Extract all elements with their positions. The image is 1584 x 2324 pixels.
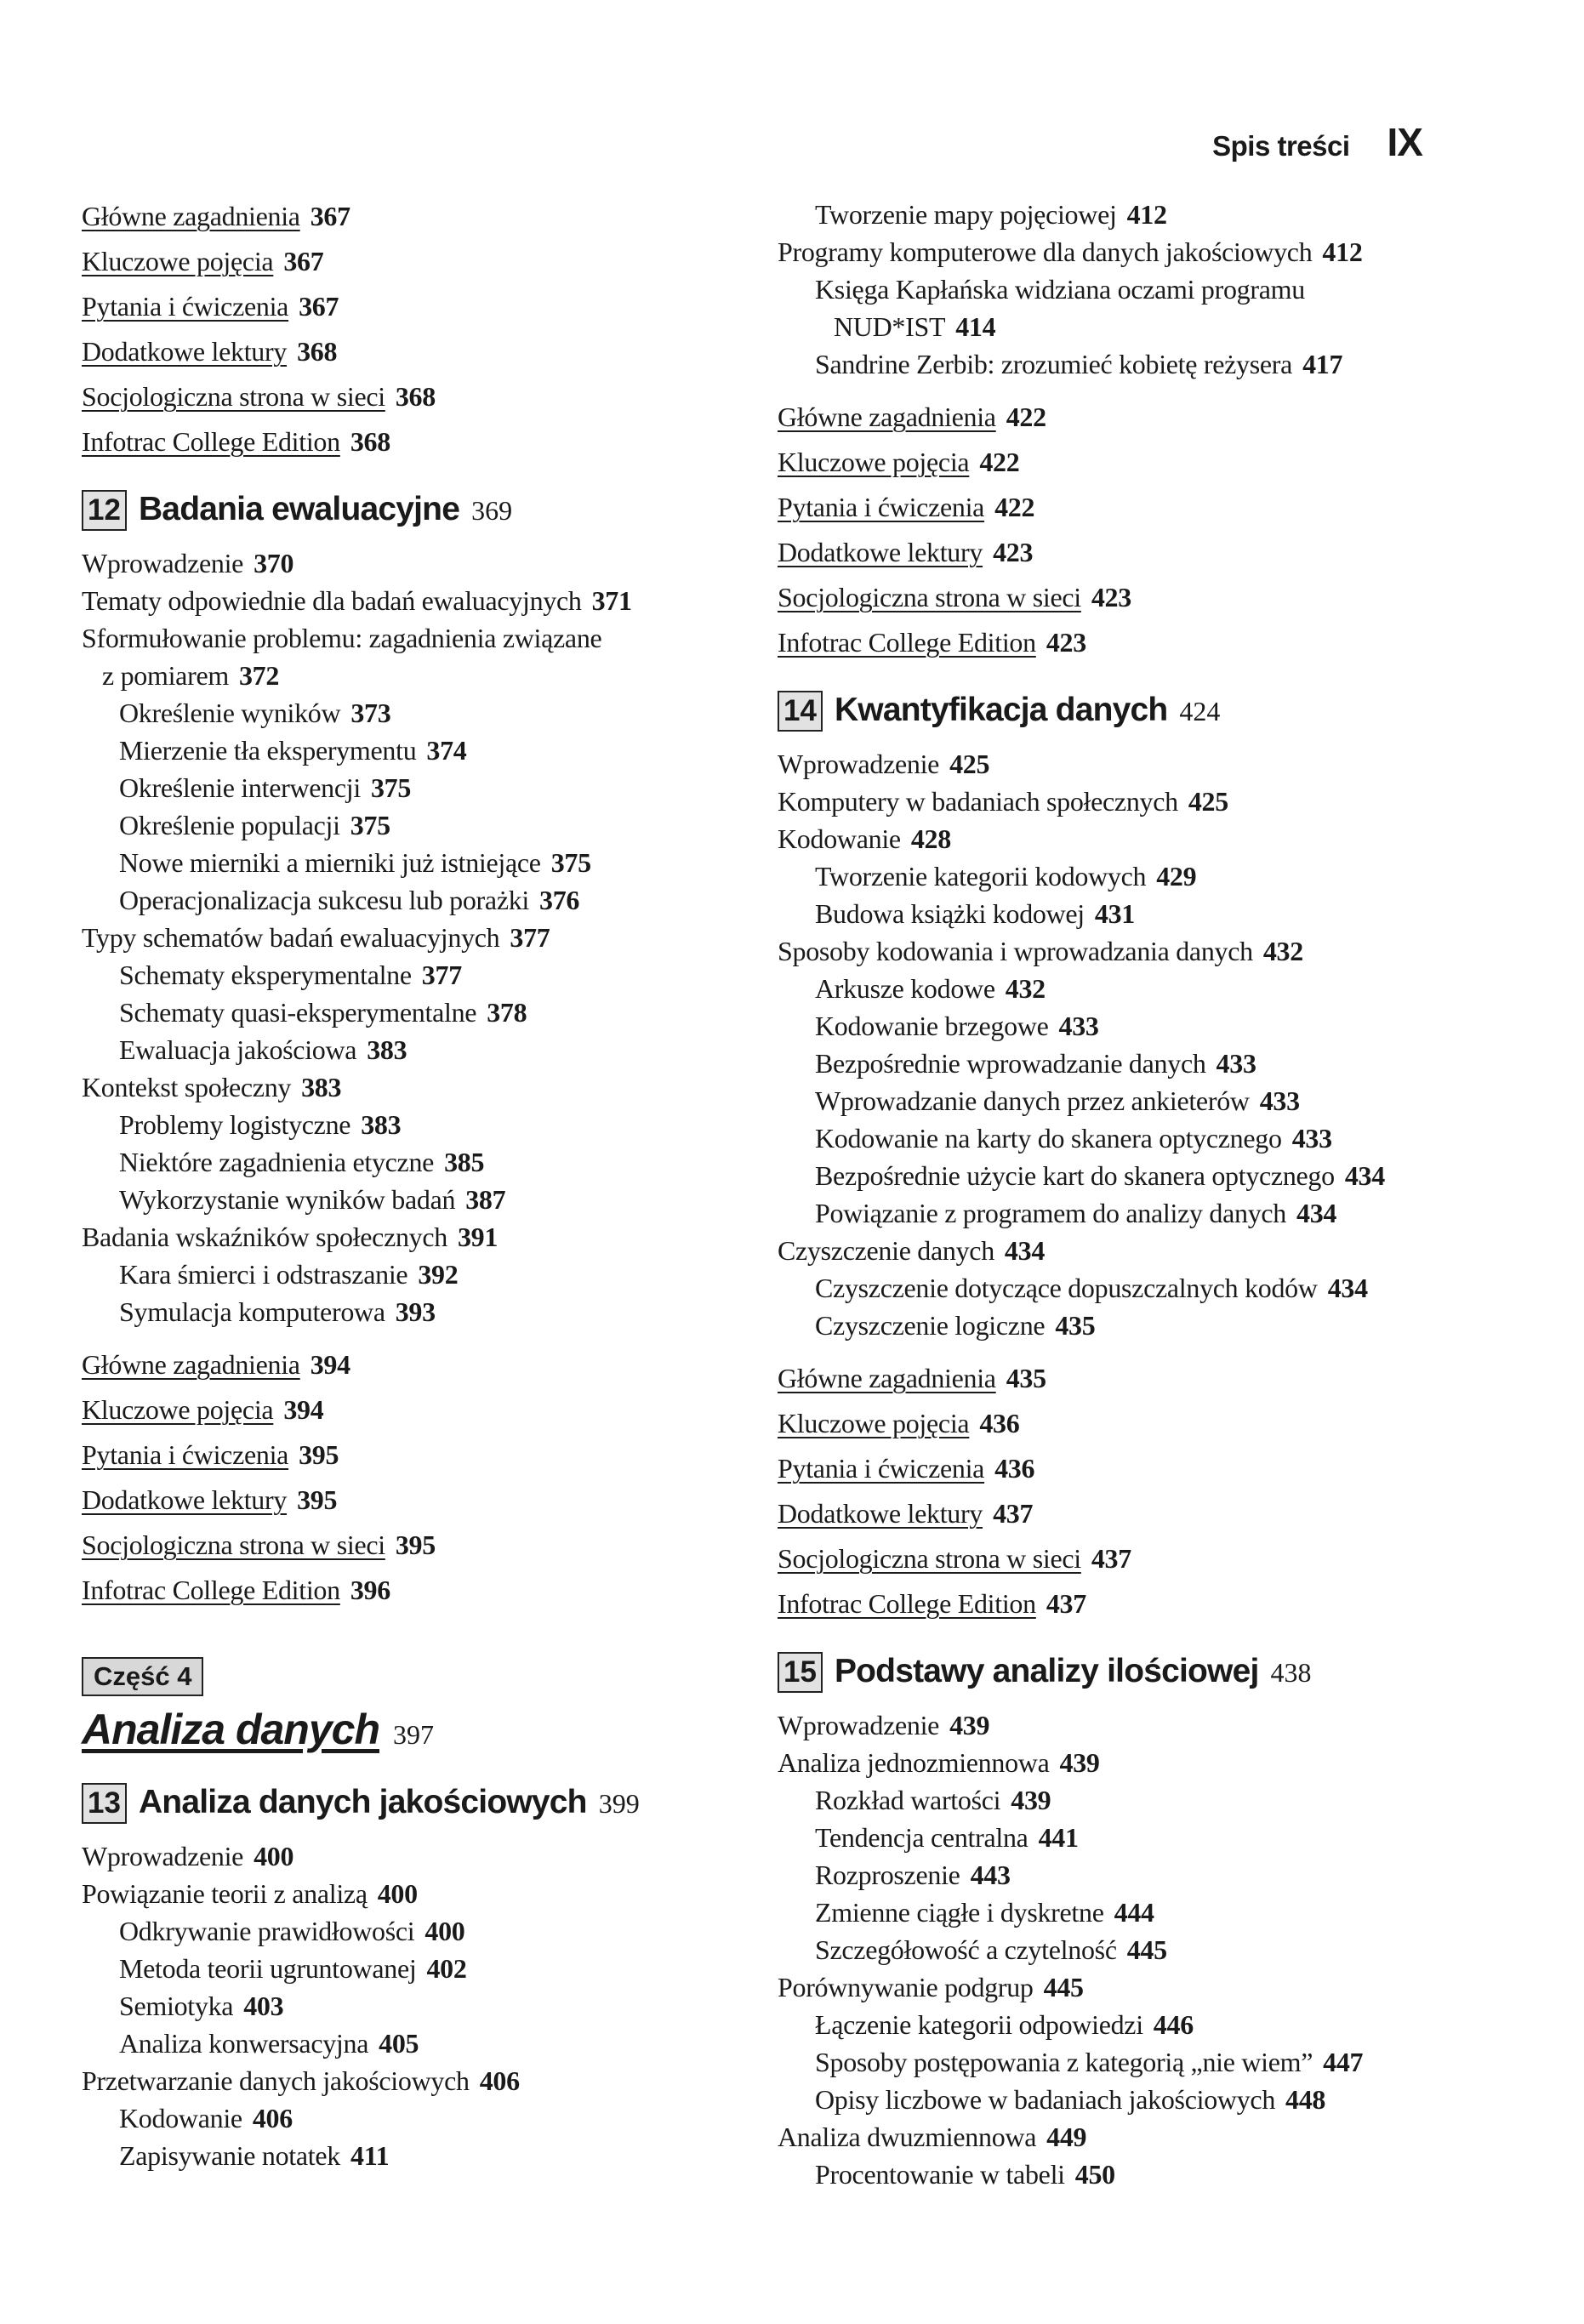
toc-entry-page: 406 <box>252 2103 293 2133</box>
toc-entry[interactable] <box>82 1068 779 1106</box>
toc-entry-page: 445 <box>1126 1934 1167 1965</box>
end-link-label: Dodatkowe lektury <box>82 336 288 367</box>
toc-entry-text: Symulacja komputerowa <box>119 1296 385 1327</box>
toc-entry-page: 445 <box>1043 1972 1084 2002</box>
toc-entry[interactable] <box>82 544 779 582</box>
toc-entry-page: 441 <box>1038 1822 1079 1853</box>
toc-entry-text: Wprowadzanie danych przez ankieterów <box>815 1085 1250 1116</box>
toc-entry[interactable] <box>778 233 1475 271</box>
toc-entry[interactable] <box>82 806 779 844</box>
end-of-chapter-link[interactable] <box>82 194 779 239</box>
toc-entry-text: Czyszczenie logiczne <box>815 1310 1046 1341</box>
toc-entry[interactable] <box>82 1912 779 1950</box>
toc-entry-page: 439 <box>949 1710 990 1740</box>
toc-entry-text: Wprowadzenie <box>82 1841 244 1871</box>
running-head-title: Spis treści <box>1212 130 1350 162</box>
toc-entry[interactable] <box>82 1256 779 1293</box>
toc-entry-page: 432 <box>1262 936 1303 966</box>
toc-entry[interactable] <box>82 1875 779 1912</box>
toc-entry-page: 425 <box>949 749 990 779</box>
toc-entry-page: 385 <box>444 1147 485 1177</box>
part-4-heading[interactable] <box>82 1705 779 1754</box>
end-of-chapter-link[interactable] <box>82 419 779 464</box>
chapter-14-end-links <box>778 1356 1475 1626</box>
toc-entry-text: Operacjonalizacja sukcesu lub porażki <box>119 885 530 915</box>
toc-entry[interactable] <box>82 619 779 657</box>
toc-entry[interactable] <box>82 657 779 694</box>
toc-entry[interactable] <box>778 1819 1475 1856</box>
toc-entry-page: 433 <box>1259 1085 1300 1116</box>
end-link-label: Infotrac College Edition <box>82 426 340 457</box>
toc-entry-page: 429 <box>1156 861 1197 891</box>
chapter-title: Kwantyfikacja danych <box>834 692 1168 728</box>
toc-entry-page: 378 <box>487 997 527 1028</box>
toc-entry[interactable] <box>778 1269 1475 1307</box>
toc-entry-text: Tworzenie kategorii kodowych <box>815 861 1147 891</box>
toc-entry-text: Czyszczenie danych <box>778 1235 994 1266</box>
toc-entry[interactable] <box>82 1950 779 1987</box>
toc-entry-text: Opisy liczbowe w badaniach jakościowych <box>815 2084 1276 2115</box>
toc-entry[interactable] <box>82 1218 779 1256</box>
toc-entry[interactable] <box>778 1119 1475 1157</box>
end-link-label: Dodatkowe lektury <box>778 1498 983 1529</box>
end-link-label: Główne zagadnienia <box>778 1363 996 1393</box>
toc-entry-page: 406 <box>479 2065 520 2096</box>
end-link-page: 437 <box>1091 1543 1131 1574</box>
toc-entry-page: 393 <box>395 1296 436 1327</box>
toc-entry-text: Bezpośrednie użycie kart do skanera optycznego <box>815 1160 1335 1191</box>
toc-entry-page: 432 <box>1005 973 1046 1004</box>
toc-entry-page: 405 <box>379 2028 419 2059</box>
toc-entry-text: Analiza jednozmiennowa <box>778 1747 1050 1778</box>
toc-entry[interactable] <box>778 1232 1475 1269</box>
chapter-12-end-links <box>82 1342 779 1613</box>
end-link-page: 437 <box>1046 1588 1086 1619</box>
toc-entry-text: Tematy odpowiednie dla badań ewaluacyjnych <box>82 585 582 616</box>
toc-entry-page: 444 <box>1114 1897 1154 1928</box>
end-link-label: Kluczowe pojęcia <box>778 447 970 477</box>
toc-entry-text: Łączenie kategorii odpowiedzi <box>815 2009 1143 2040</box>
toc-entry-text: Nowe mierniki a mierniki już istniejące <box>119 847 541 878</box>
toc-entry-text: Czyszczenie dotyczące dopuszczalnych kodów <box>815 1273 1318 1303</box>
toc-left-column <box>82 194 779 2174</box>
toc-entry[interactable] <box>778 1045 1475 1082</box>
toc-entry[interactable] <box>778 1007 1475 1045</box>
toc-entry[interactable] <box>778 1706 1475 1744</box>
toc-entry-page: 371 <box>591 585 632 616</box>
toc-entry[interactable] <box>778 2081 1475 2118</box>
toc-entry-page: 375 <box>350 810 390 840</box>
toc-entry-page: 383 <box>367 1034 407 1065</box>
running-head <box>1212 119 1422 165</box>
toc-entry-text: Sandrine Zerbib: zrozumieć kobietę reżysera <box>815 349 1293 379</box>
chapter-13-end-links <box>778 395 1475 665</box>
toc-entry[interactable] <box>778 1931 1475 1968</box>
end-link-page: 368 <box>297 336 338 367</box>
toc-entry-page: 377 <box>421 960 462 990</box>
toc-entry-page: 375 <box>370 772 412 803</box>
toc-entry[interactable] <box>778 1307 1475 1344</box>
toc-entry-text: Określenie interwencji <box>119 772 361 803</box>
toc-entry[interactable] <box>778 2156 1475 2193</box>
end-link-page: 423 <box>993 537 1034 567</box>
toc-entry[interactable] <box>778 783 1475 820</box>
toc-entry[interactable] <box>778 1856 1475 1894</box>
end-link-label: Kluczowe pojęcia <box>82 1394 274 1425</box>
toc-entry-page: 434 <box>1296 1198 1337 1228</box>
end-link-page: 437 <box>993 1498 1034 1529</box>
end-link-page: 367 <box>310 201 350 231</box>
end-of-chapter-link[interactable] <box>82 239 779 284</box>
toc-entry-text: Rozproszenie <box>815 1860 960 1890</box>
end-of-chapter-link[interactable] <box>82 1387 779 1433</box>
toc-entry[interactable] <box>82 844 779 881</box>
toc-entry[interactable] <box>82 2025 779 2062</box>
toc-entry-text: Budowa książki kodowej <box>815 898 1085 929</box>
toc-entry-text: Zmienne ciągłe i dyskretne <box>815 1897 1104 1928</box>
toc-entry[interactable] <box>778 1744 1475 1781</box>
toc-entry-text: Kodowanie <box>778 823 901 854</box>
toc-entry[interactable] <box>778 820 1475 857</box>
toc-entry[interactable] <box>778 345 1475 383</box>
toc-entry-page: 434 <box>1344 1160 1385 1191</box>
toc-entry-page: 402 <box>426 1953 467 1984</box>
toc-entry-page: 400 <box>424 1916 465 1946</box>
end-link-page: 394 <box>283 1394 324 1425</box>
toc-entry[interactable] <box>82 1031 779 1068</box>
toc-entry-text: NUD*IST <box>834 311 946 342</box>
toc-entry[interactable] <box>82 994 779 1031</box>
toc-entry-text: Wykorzystanie wyników badań <box>119 1184 456 1215</box>
toc-entry-text: Schematy eksperymentalne <box>119 960 412 990</box>
toc-entry[interactable] <box>778 1157 1475 1194</box>
toc-entry-page: 376 <box>539 885 580 915</box>
end-of-chapter-link[interactable] <box>778 395 1475 440</box>
end-link-page: 422 <box>979 447 1020 477</box>
end-of-chapter-link[interactable] <box>778 440 1475 485</box>
toc-entry-page: 439 <box>1059 1747 1100 1778</box>
toc-entry[interactable] <box>82 732 779 769</box>
toc-entry-page: 374 <box>426 735 467 766</box>
end-link-page: 368 <box>350 426 390 457</box>
chapter-title: Analiza danych jakościowych <box>138 1784 587 1820</box>
end-link-label: Infotrac College Edition <box>778 1588 1036 1619</box>
toc-entry-page: 434 <box>1004 1235 1046 1266</box>
toc-entry-page: 443 <box>970 1860 1011 1890</box>
toc-entry[interactable] <box>778 2118 1475 2156</box>
toc-entry-page: 400 <box>254 1841 294 1871</box>
toc-entry-text: Badania wskaźników społecznych <box>82 1222 447 1252</box>
toc-entry-page: 373 <box>350 698 391 728</box>
toc-entry[interactable] <box>82 1837 779 1875</box>
chapter-page: 424 <box>1179 696 1221 726</box>
toc-entry-text: Przetwarzanie danych jakościowych <box>82 2065 470 2096</box>
toc-entry-page: 403 <box>243 1991 284 2021</box>
toc-entry-page: 411 <box>350 2140 390 2171</box>
chapter-number-box: 14 <box>778 691 823 732</box>
end-link-page: 436 <box>979 1408 1020 1438</box>
part-label-box <box>82 1657 203 1696</box>
toc-entry-text: Problemy logistyczne <box>119 1109 351 1140</box>
end-of-chapter-link[interactable] <box>82 1342 779 1387</box>
toc-entry[interactable] <box>82 2062 779 2099</box>
toc-entry-text: Sposoby kodowania i wprowadzania danych <box>778 936 1253 966</box>
end-link-label: Dodatkowe lektury <box>82 1484 288 1515</box>
end-of-chapter-link[interactable] <box>778 485 1475 530</box>
toc-entry[interactable] <box>82 881 779 919</box>
toc-entry-text: Określenie populacji <box>119 810 340 840</box>
end-link-label: Socjologiczna strona w sieci <box>778 582 1081 612</box>
toc-entry-page: 433 <box>1216 1048 1256 1079</box>
toc-entry[interactable] <box>778 2006 1475 2043</box>
toc-entry-text: Typy schematów badań ewaluacyjnych <box>82 922 500 953</box>
toc-entry-text: Schematy quasi-eksperymentalne <box>119 997 477 1028</box>
toc-entry-text: Zapisywanie notatek <box>119 2140 340 2171</box>
toc-entry-page: 428 <box>910 823 951 854</box>
toc-entry-text: Mierzenie tła eksperymentu <box>119 735 417 766</box>
toc-entry-text: Kodowanie brzegowe <box>815 1011 1049 1041</box>
toc-entry[interactable] <box>778 857 1475 895</box>
end-link-page: 435 <box>1006 1363 1046 1393</box>
end-link-label: Pytania i ćwiczenia <box>778 1453 985 1484</box>
toc-entry[interactable] <box>778 196 1475 233</box>
toc-entry-text: Sformułowanie problemu: zagadnienia związane <box>82 623 602 653</box>
toc-entry-page: 439 <box>1011 1785 1051 1815</box>
toc-entry[interactable] <box>778 1781 1475 1819</box>
toc-entry-page: 372 <box>238 660 280 691</box>
toc-entry-text: Bezpośrednie wprowadzanie danych <box>815 1048 1206 1079</box>
chapter-13-entries <box>82 1837 779 2174</box>
chapter-15-entries <box>778 1706 1475 2193</box>
toc-right-column <box>778 196 1475 2193</box>
end-link-label: Pytania i ćwiczenia <box>82 291 289 322</box>
toc-entry-text: Semiotyka <box>119 1991 234 2021</box>
chapter-12-heading[interactable] <box>82 490 779 531</box>
chapter-13-continued-entries <box>778 196 1475 383</box>
chapter-15-heading[interactable] <box>778 1652 1475 1693</box>
toc-entry[interactable] <box>82 2137 779 2174</box>
end-link-page: 423 <box>1091 582 1131 612</box>
toc-entry[interactable] <box>778 895 1475 932</box>
toc-entry-text: Tworzenie mapy pojęciowej <box>815 199 1117 230</box>
toc-entry[interactable] <box>82 1181 779 1218</box>
toc-entry[interactable] <box>82 1143 779 1181</box>
end-link-label: Socjologiczna strona w sieci <box>82 1529 385 1560</box>
end-of-chapter-link[interactable] <box>778 1491 1475 1536</box>
toc-entry-text: Rozkład wartości <box>815 1785 1001 1815</box>
toc-entry[interactable] <box>82 919 779 956</box>
toc-entry[interactable] <box>778 932 1475 970</box>
end-of-chapter-link[interactable] <box>82 1478 779 1523</box>
toc-entry-text: Ewaluacja jakościowa <box>119 1034 357 1065</box>
toc-entry-page: 450 <box>1074 2159 1115 2190</box>
toc-entry-page: 433 <box>1058 1011 1099 1041</box>
toc-entry[interactable] <box>82 1293 779 1330</box>
toc-entry-text: Powiązanie z programem do analizy danych <box>815 1198 1287 1228</box>
toc-entry-page: 414 <box>955 311 996 342</box>
toc-entry[interactable] <box>778 745 1475 783</box>
chapter-13-heading[interactable] <box>82 1783 779 1824</box>
chapter-page: 399 <box>598 1788 640 1819</box>
page-number: IX <box>1387 120 1422 164</box>
toc-entry-page: 446 <box>1153 2009 1194 2040</box>
end-of-chapter-link[interactable] <box>778 530 1475 575</box>
toc-entry[interactable] <box>82 2099 779 2137</box>
toc-entry-text: Wprowadzenie <box>778 1710 940 1740</box>
toc-entry-page: 377 <box>510 922 550 953</box>
toc-entry-page: 434 <box>1327 1273 1368 1303</box>
chapter-title: Podstawy analizy ilościowej <box>834 1653 1259 1689</box>
toc-entry-text: Szczegółowość a czytelność <box>815 1934 1117 1965</box>
toc-entry-text: Analiza dwuzmiennowa <box>778 2122 1037 2152</box>
toc-entry-text: Kodowanie na karty do skanera optycznego <box>815 1123 1282 1153</box>
end-link-label: Socjologiczna strona w sieci <box>778 1543 1081 1574</box>
end-of-chapter-link[interactable] <box>82 284 779 329</box>
toc-entry-page: 392 <box>418 1259 459 1290</box>
toc-entry[interactable] <box>778 1194 1475 1232</box>
end-link-label: Główne zagadnienia <box>82 201 300 231</box>
end-link-page: 436 <box>994 1453 1035 1484</box>
part-title: Analiza danych <box>82 1706 379 1753</box>
toc-entry-text: Kara śmierci i odstraszanie <box>119 1259 408 1290</box>
toc-entry-text: Wprowadzenie <box>82 548 244 578</box>
chapter-page: 438 <box>1270 1657 1312 1688</box>
toc-entry-page: 383 <box>301 1072 342 1102</box>
end-link-label: Socjologiczna strona w sieci <box>82 381 385 412</box>
toc-entry[interactable] <box>778 1968 1475 2006</box>
toc-entry[interactable] <box>778 2043 1475 2081</box>
end-link-page: 367 <box>299 291 339 322</box>
end-of-chapter-link[interactable] <box>778 575 1475 620</box>
toc-entry-page: 400 <box>377 1878 418 1909</box>
toc-entry-text: Określenie wyników <box>119 698 341 728</box>
chapter-number-box: 13 <box>82 1783 127 1824</box>
toc-entry-page: 412 <box>1126 199 1167 230</box>
toc-entry-page: 391 <box>457 1222 499 1252</box>
chapter-number-box: 15 <box>778 1652 823 1693</box>
toc-entry-text: Tendencja centralna <box>815 1822 1028 1853</box>
toc-entry[interactable] <box>82 582 779 619</box>
end-of-chapter-link[interactable] <box>778 1401 1475 1446</box>
toc-entry-text: Arkusze kodowe <box>815 973 995 1004</box>
toc-entry[interactable] <box>82 769 779 806</box>
end-of-chapter-link[interactable] <box>778 1581 1475 1626</box>
toc-entry[interactable] <box>82 956 779 994</box>
end-link-label: Dodatkowe lektury <box>778 537 983 567</box>
toc-entry-page: 435 <box>1055 1310 1096 1341</box>
end-link-label: Pytania i ćwiczenia <box>82 1439 289 1470</box>
end-link-page: 368 <box>395 381 436 412</box>
chapter-12-entries <box>82 544 779 1330</box>
toc-entry-page: 417 <box>1302 349 1343 379</box>
toc-entry-text: Niektóre zagadnienia etyczne <box>119 1147 435 1177</box>
end-of-chapter-link[interactable] <box>82 1568 779 1613</box>
end-link-page: 394 <box>310 1349 350 1380</box>
toc-entry[interactable] <box>778 970 1475 1007</box>
toc-entry-text: Programy komputerowe dla danych jakościowych <box>778 236 1313 267</box>
chapter-14-heading[interactable] <box>778 691 1475 732</box>
toc-entry-text: Księga Kapłańska widziana oczami programu <box>815 274 1305 305</box>
end-link-label: Pytania i ćwiczenia <box>778 492 985 522</box>
toc-entry[interactable] <box>778 1894 1475 1931</box>
toc-entry-text: Powiązanie teorii z analizą <box>82 1878 368 1909</box>
toc-entry-text: Kontekst społeczny <box>82 1072 292 1102</box>
end-link-label: Kluczowe pojęcia <box>82 246 274 276</box>
toc-entry-text: Analiza konwersacyjna <box>119 2028 369 2059</box>
end-of-chapter-link[interactable] <box>778 620 1475 665</box>
toc-entry-page: 433 <box>1291 1123 1332 1153</box>
chapter-title: Badania ewaluacyjne <box>138 491 460 527</box>
toc-entry[interactable] <box>778 1082 1475 1119</box>
end-of-chapter-link[interactable] <box>82 1523 779 1568</box>
toc-entry-page: 431 <box>1094 898 1136 929</box>
chapter11-end-links <box>82 194 779 464</box>
toc-entry[interactable] <box>82 1987 779 2025</box>
end-of-chapter-link[interactable] <box>82 374 779 419</box>
chapter-14-entries <box>778 745 1475 1344</box>
toc-entry-page: 448 <box>1285 2084 1326 2115</box>
toc-entry-page: 375 <box>550 847 591 878</box>
toc-entry-text: Procentowanie w tabeli <box>815 2159 1065 2190</box>
toc-entry-text: Kodowanie <box>119 2103 242 2133</box>
toc-entry-page: 425 <box>1188 786 1228 817</box>
end-link-page: 422 <box>1006 402 1046 432</box>
toc-entry-page: 449 <box>1046 2122 1087 2152</box>
toc-entry-page: 387 <box>465 1184 506 1215</box>
toc-entry-text: Odkrywanie prawidłowości <box>119 1916 415 1946</box>
toc-entry-page: 447 <box>1323 2047 1364 2077</box>
toc-entry-text: z pomiarem <box>102 660 229 691</box>
end-link-page: 395 <box>395 1529 436 1560</box>
end-link-label: Kluczowe pojęcia <box>778 1408 970 1438</box>
toc-entry[interactable] <box>778 271 1475 308</box>
end-link-label: Główne zagadnienia <box>778 402 996 432</box>
end-link-label: Infotrac College Edition <box>82 1575 340 1605</box>
toc-entry-text: Sposoby postępowania z kategorią „nie wiem” <box>815 2047 1313 2077</box>
end-of-chapter-link[interactable] <box>778 1446 1475 1491</box>
toc-entry-text: Metoda teorii ugruntowanej <box>119 1953 417 1984</box>
end-of-chapter-link[interactable] <box>82 329 779 374</box>
end-of-chapter-link[interactable] <box>778 1536 1475 1581</box>
end-link-page: 395 <box>299 1439 339 1470</box>
end-link-label: Infotrac College Edition <box>778 627 1036 658</box>
end-link-page: 395 <box>297 1484 338 1515</box>
end-of-chapter-link[interactable] <box>82 1433 779 1478</box>
end-link-page: 423 <box>1046 627 1086 658</box>
toc-entry-page: 383 <box>361 1109 402 1140</box>
toc-entry-text: Komputery w badaniach społecznych <box>778 786 1178 817</box>
end-of-chapter-link[interactable] <box>778 1356 1475 1401</box>
toc-entry[interactable] <box>82 694 779 732</box>
chapter-page: 369 <box>471 495 513 526</box>
chapter-number-box: 12 <box>82 490 127 531</box>
end-link-page: 367 <box>283 246 324 276</box>
end-link-page: 422 <box>994 492 1035 522</box>
part-page: 397 <box>393 1719 434 1750</box>
toc-entry-text: Porównywanie podgrup <box>778 1972 1034 2002</box>
toc-entry-page: 412 <box>1322 236 1363 267</box>
toc-entry[interactable] <box>778 308 1475 345</box>
end-link-page: 396 <box>350 1575 390 1605</box>
part-label: Część 4 <box>94 1661 192 1691</box>
toc-entry-text: Wprowadzenie <box>778 749 940 779</box>
end-link-label: Główne zagadnienia <box>82 1349 300 1380</box>
toc-entry[interactable] <box>82 1106 779 1143</box>
toc-entry-page: 370 <box>254 548 294 578</box>
